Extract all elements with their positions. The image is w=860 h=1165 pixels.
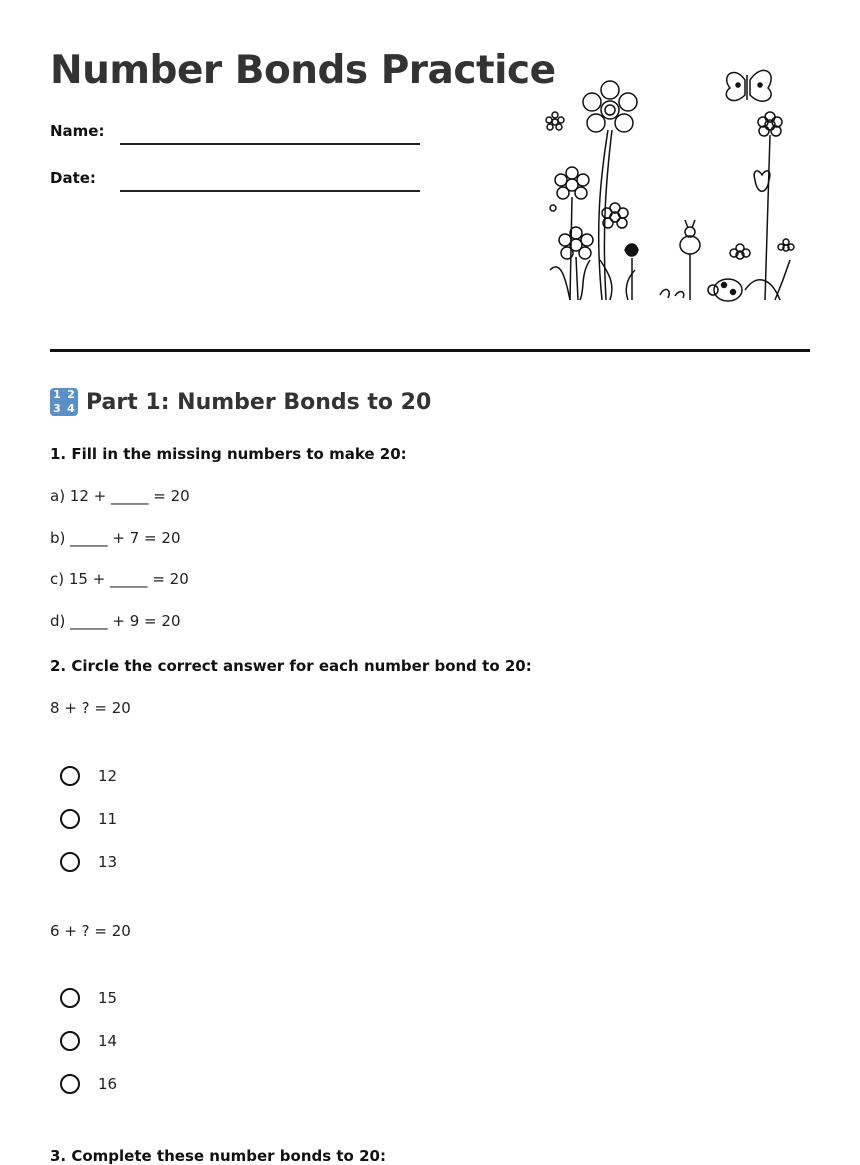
- numbers-icon: 1 2 3 4: [50, 388, 78, 416]
- radio-circle[interactable]: [60, 766, 80, 786]
- radio-circle[interactable]: [60, 852, 80, 872]
- page-title: Number Bonds Practice: [50, 48, 556, 93]
- flowers-illustration: [540, 60, 800, 310]
- part1-title: Part 1: Number Bonds to 20: [86, 389, 432, 415]
- flower-icon: [758, 112, 782, 300]
- answer-label: 14: [98, 1032, 118, 1050]
- question-1-item: d) _____ + 9 = 20: [50, 612, 181, 630]
- tulip-icon: [754, 171, 770, 191]
- butterfly-icon: [726, 70, 771, 101]
- answer-label: 13: [98, 853, 118, 871]
- answer-option[interactable]: [60, 766, 117, 786]
- answer-option[interactable]: [60, 1074, 117, 1094]
- small-flower-icon: [730, 244, 750, 259]
- question-1-item: c) 15 + _____ = 20: [50, 570, 189, 588]
- answer-label: 16: [98, 1075, 118, 1093]
- radio-circle[interactable]: [60, 988, 80, 1008]
- equation: 6 + ? = 20: [50, 922, 131, 940]
- name-field[interactable]: [120, 143, 420, 145]
- answer-option[interactable]: [60, 1031, 117, 1051]
- answer-option[interactable]: [60, 852, 117, 872]
- answer-label: 11: [98, 810, 118, 828]
- radio-circle[interactable]: [60, 809, 80, 829]
- answer-option[interactable]: [60, 988, 117, 1008]
- bud-icon: [550, 205, 556, 211]
- radio-circle[interactable]: [60, 1031, 80, 1051]
- small-flower-icon: [778, 239, 794, 251]
- ladybug-icon: [708, 279, 742, 301]
- question-2-prompt: 2. Circle the correct answer for each number bond to 20:: [50, 657, 532, 675]
- date-label: Date:: [50, 169, 96, 187]
- question-1-item: a) 12 + _____ = 20: [50, 487, 190, 505]
- header-divider: [50, 349, 810, 352]
- name-label: Name:: [50, 122, 105, 140]
- question-1-prompt: 1. Fill in the missing numbers to make 20:: [50, 445, 407, 463]
- radio-circle[interactable]: [60, 1074, 80, 1094]
- answer-label: 15: [98, 989, 118, 1007]
- question-3-prompt: 3. Complete these number bonds to 20:: [50, 1147, 386, 1165]
- date-field[interactable]: [120, 190, 420, 192]
- answer-label: 12: [98, 767, 118, 785]
- big-flower-icon: [583, 81, 637, 300]
- equation: 8 + ? = 20: [50, 699, 131, 717]
- answer-option[interactable]: [60, 809, 117, 829]
- question-1-item: b) _____ + 7 = 20: [50, 529, 181, 547]
- part1-heading: [50, 388, 431, 416]
- ladybug-icon: [680, 220, 700, 300]
- small-flower-icon: [546, 112, 564, 130]
